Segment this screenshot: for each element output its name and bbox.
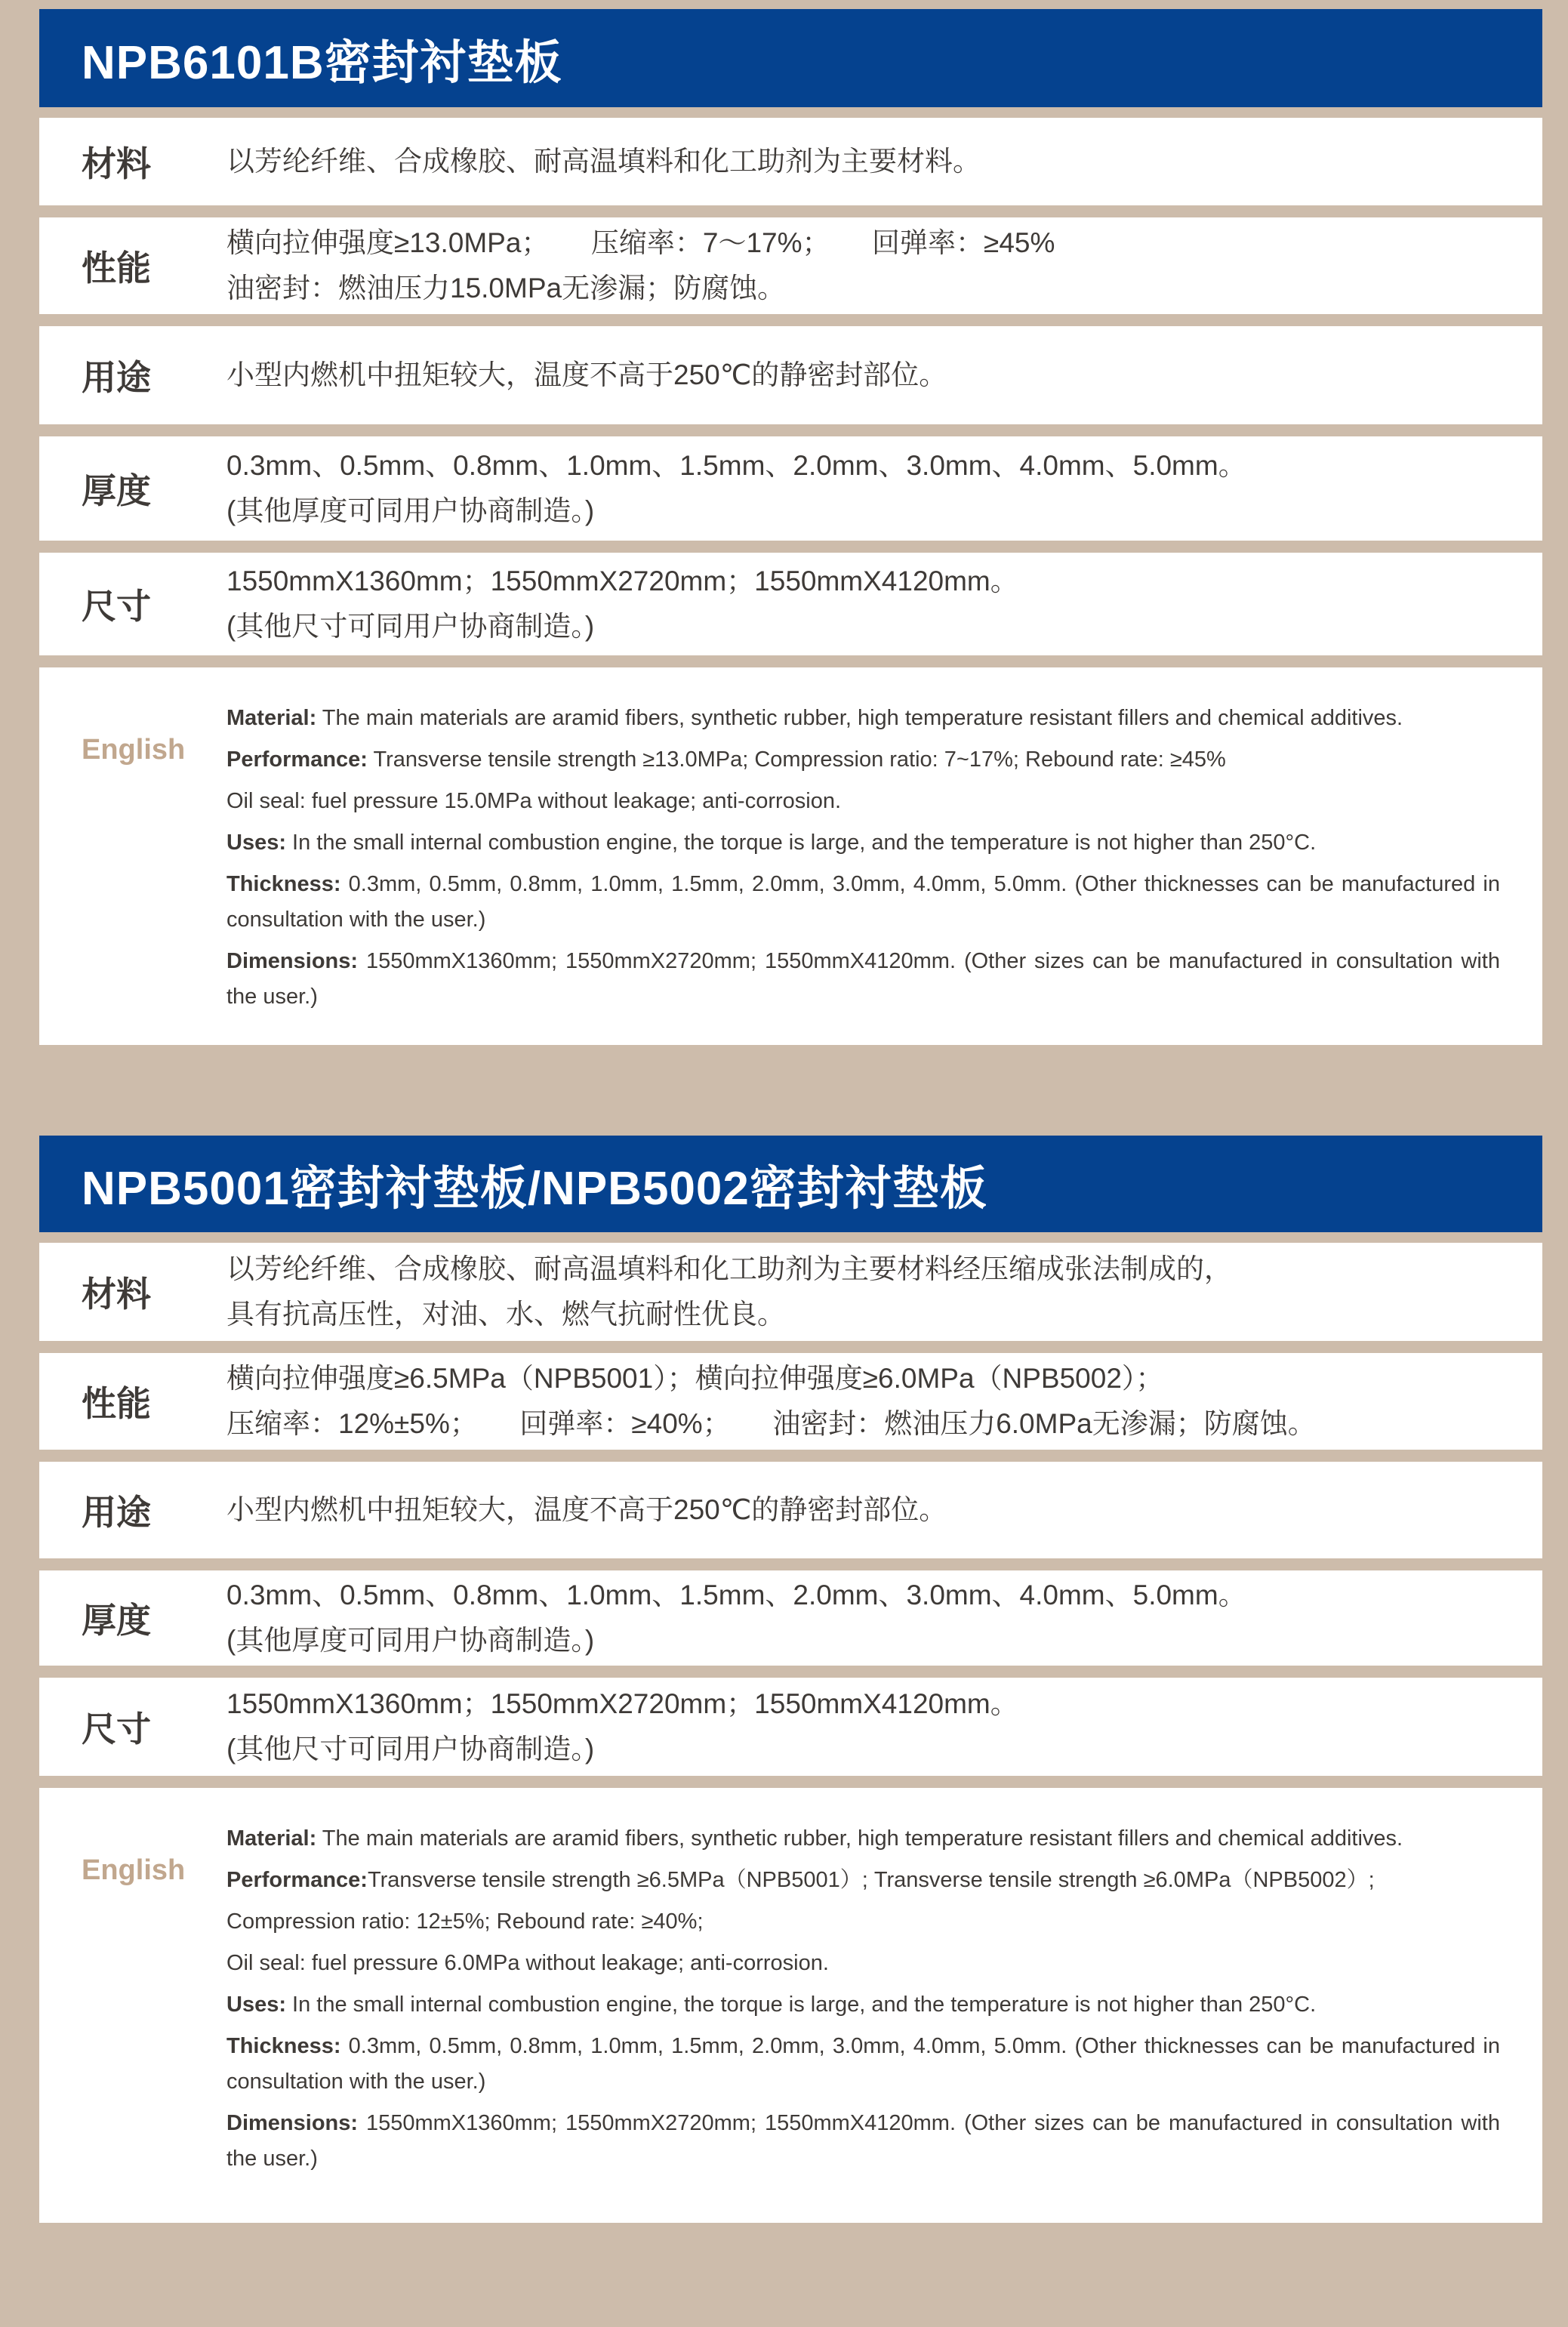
spec-text-line: 小型内燃机中扭矩较大，温度不高于250℃的静密封部位。 [226,359,947,390]
section-title-bar [39,9,1542,107]
english-paragraph: Oil seal: fuel pressure 6.0MPa without leakage; anti-corrosion. [226,1951,829,1975]
spec-text-line: 具有抗高压性，对油、水、燃气抗耐性优良。 [226,1299,785,1330]
spec-row-thickness [39,436,1542,541]
spec-row-uses [39,326,1542,424]
spec-text-line: 压缩率：12%±5%； 回弹率：≥40%； 油密封：燃油压力6.0MPa无渗漏；防腐蚀。 [226,1408,1316,1439]
english-paragraph: Uses: In the small internal combustion engine, the torque is large, and the temperature is not higher than 250°C. [226,831,1317,855]
english-paragraph: Material: The main materials are aramid fibers, synthetic rubber, high temperature resistant fillers and chemical additives. [226,706,1403,730]
spec-row-content [226,118,1542,205]
section-title: NPB6101B密封衬垫板 [82,36,562,89]
english-paragraph: Material: The main materials are aramid fibers, synthetic rubber, high temperature resistant fillers and chemical additives. [226,1826,1403,1851]
english-content [226,1788,1542,2223]
spec-row-uses [39,1462,1542,1558]
english-label: English [82,734,186,766]
spec-row-english [39,1788,1542,2223]
spec-row-label: 材料 [82,144,151,183]
spec-text-line: 1550mmX1360mm；1550mmX2720mm；1550mmX4120mm。 [226,566,1018,596]
product-section-npb5001-npb5002 [39,1136,1542,2223]
spec-text-line: 1550mmX1360mm；1550mmX2720mm；1550mmX4120mm。 [226,1688,1018,1719]
spec-row-material [39,118,1542,205]
spec-text-line: (其他尺寸可同用户协商制造。) [226,611,595,642]
spec-row-performance [39,217,1542,314]
spec-row-english [39,667,1542,1045]
english-paragraph: Dimensions: 1550mmX1360mm; 1550mmX2720mm; 1550mmX4120mm. (Other sizes can be manufactured in consultation with the user.) [226,2111,1500,2171]
english-paragraph: Uses: In the small internal combustion engine, the torque is large, and the temperature is not higher than 250°C. [226,1993,1317,2017]
product-section-npb6101b [39,9,1542,1045]
spec-row-content [226,553,1542,655]
spec-text-line: 以芳纶纤维、合成橡胶、耐高温填料和化工助剂为主要材料经压缩成张法制成的， [226,1253,1232,1284]
spec-row-label: 尺寸 [82,1709,151,1749]
spec-row-label: 材料 [82,1274,151,1314]
spec-text-line: 0.3mm、0.5mm、0.8mm、1.0mm、1.5mm、2.0mm、3.0mm、4.0mm、5.0mm。 [226,1580,1246,1610]
spec-text-line: 小型内燃机中扭矩较大，温度不高于250℃的静密封部位。 [226,1494,947,1525]
spec-row-content [226,1353,1542,1450]
spec-text-line: 以芳纶纤维、合成橡胶、耐高温填料和化工助剂为主要材料。 [226,146,981,177]
english-paragraph: Thickness: 0.3mm, 0.5mm, 0.8mm, 1.0mm, 1.5mm, 2.0mm, 3.0mm, 4.0mm, 5.0mm. (Other thicknesses can be manufactured in consultation with the user.) [226,872,1500,932]
spec-row-content [226,1462,1542,1558]
spec-row-label: 厚度 [82,471,151,510]
spec-row-thickness [39,1570,1542,1666]
spec-row-material [39,1243,1542,1341]
spec-row-label: 用途 [82,358,151,397]
spec-row-label: 性能 [82,1384,151,1423]
spec-row-label: 尺寸 [82,587,151,626]
english-label: English [82,1854,186,1886]
spec-row-content [226,217,1542,314]
spec-text-line: 横向拉伸强度≥13.0MPa； 压缩率：7～17%； 回弹率：≥45% [226,227,1055,258]
spec-text-line: (其他厚度可同用户协商制造。) [226,495,595,526]
spec-row-label: 用途 [82,1493,151,1532]
english-paragraph: Thickness: 0.3mm, 0.5mm, 0.8mm, 1.0mm, 1.5mm, 2.0mm, 3.0mm, 4.0mm, 5.0mm. (Other thicknesses can be manufactured in consultation with the user.) [226,2034,1500,2094]
spec-text-line: (其他厚度可同用户协商制造。) [226,1625,595,1656]
spec-text-line: 横向拉伸强度≥6.5MPa（NPB5001）；横向拉伸强度≥6.0MPa（NPB5002）； [226,1363,1164,1394]
spec-row-content [226,436,1542,541]
spec-row-label: 性能 [82,248,151,288]
spec-text-line: 油密封：燃油压力15.0MPa无渗漏；防腐蚀。 [226,273,786,304]
spec-row-label: 厚度 [82,1601,151,1640]
spec-text-line: (其他尺寸可同用户协商制造。) [226,1734,595,1765]
spec-row-dimensions [39,1678,1542,1776]
english-paragraph: Performance: Transverse tensile strength ≥13.0MPa; Compression ratio: 7~17%; Rebound rate: ≥45% [226,747,1226,772]
english-content [226,667,1542,1045]
english-paragraph: Dimensions: 1550mmX1360mm; 1550mmX2720mm; 1550mmX4120mm. (Other sizes can be manufactured in consultation with the user.) [226,949,1500,1009]
spec-row-dimensions [39,553,1542,655]
spec-row-content [226,1243,1542,1341]
english-paragraph: Performance:Transverse tensile strength ≥6.5MPa（NPB5001）; Transverse tensile strength ≥6.0MPa（NPB5002）; [226,1868,1375,1892]
spec-row-content [226,1678,1542,1776]
english-paragraph: Compression ratio: 12±5%; Rebound rate: ≥40%; [226,1909,704,1934]
spec-row-content [226,326,1542,424]
english-paragraph: Oil seal: fuel pressure 15.0MPa without leakage; anti-corrosion. [226,789,842,813]
section-title: NPB5001密封衬垫板/NPB5002密封衬垫板 [82,1162,987,1215]
spec-row-performance [39,1353,1542,1450]
spec-text-line: 0.3mm、0.5mm、0.8mm、1.0mm、1.5mm、2.0mm、3.0mm、4.0mm、5.0mm。 [226,450,1246,481]
section-title-bar [39,1136,1542,1232]
spec-row-content [226,1570,1542,1666]
